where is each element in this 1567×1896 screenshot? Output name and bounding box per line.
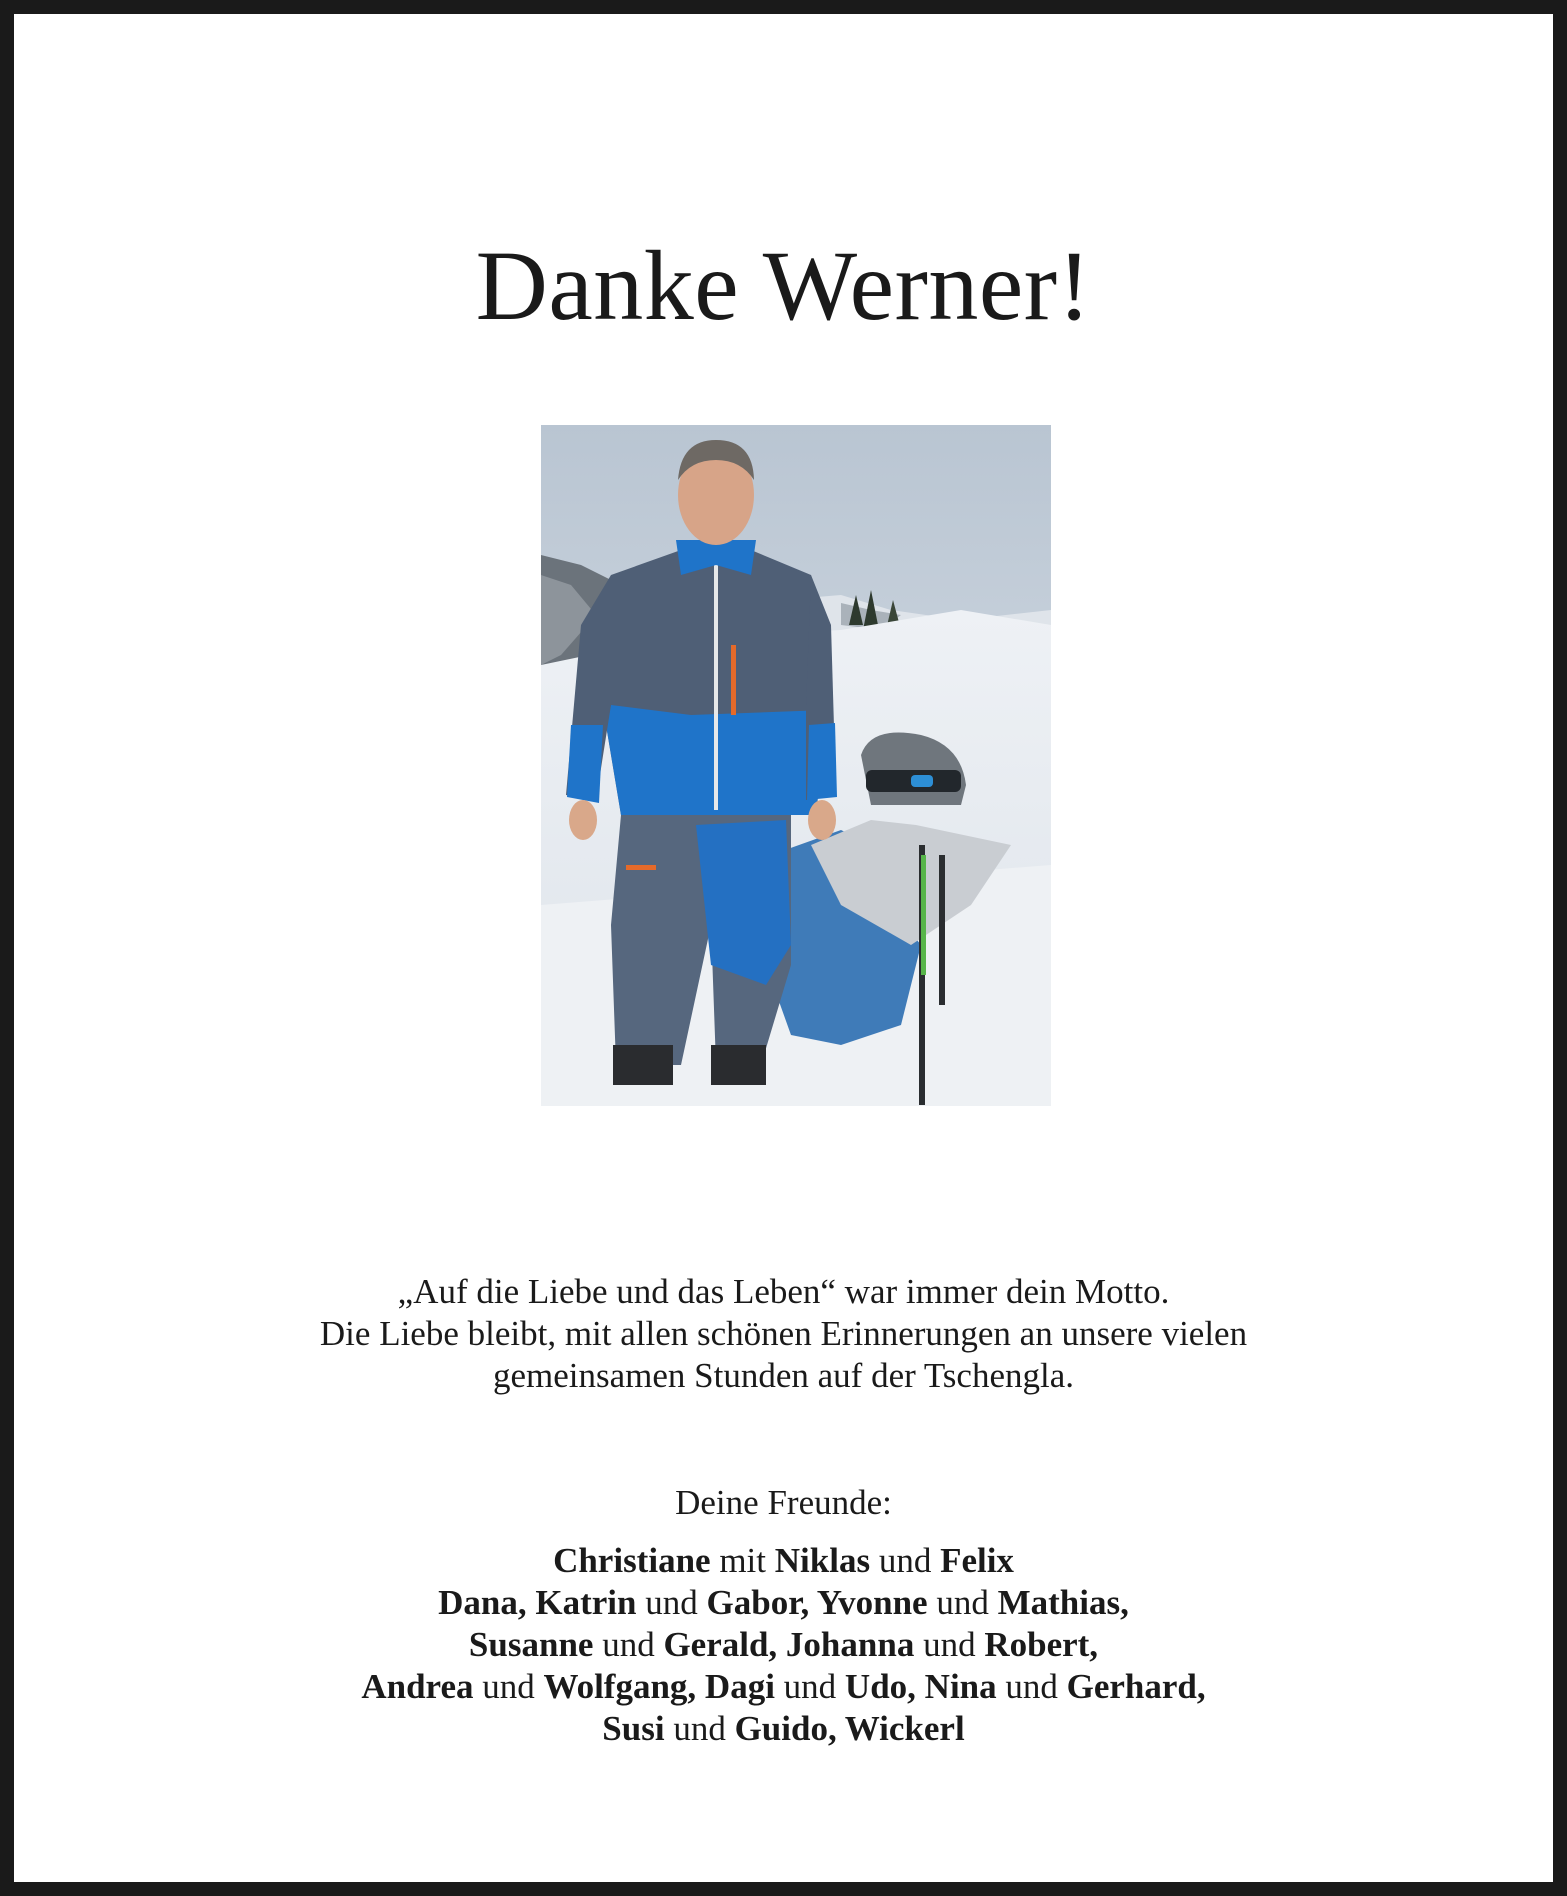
friend-name: Christiane: [553, 1541, 711, 1580]
friends-names: [14, 1540, 1553, 1750]
friend-name: Andrea: [361, 1667, 474, 1706]
connector-text: mit: [710, 1541, 775, 1580]
connector-text: und: [870, 1541, 941, 1580]
friend-name: Wolfgang, Dagi: [543, 1667, 775, 1706]
friend-name: Niklas: [774, 1541, 871, 1580]
motto-line: „Auf die Liebe und das Leben“ war immer dein Motto.: [397, 1272, 1170, 1311]
connector-text: und: [927, 1583, 998, 1622]
names-line: [14, 1540, 1553, 1582]
motto-text: [14, 1271, 1553, 1397]
names-line: [14, 1708, 1553, 1750]
connector-text: und: [593, 1625, 664, 1664]
connector-text: und: [774, 1667, 845, 1706]
friend-name: Susi: [602, 1709, 665, 1748]
skier-in-snow-image: [541, 425, 1051, 1106]
friend-name: Udo, Nina: [844, 1667, 997, 1706]
names-line: [14, 1666, 1553, 1708]
motto-line: gemeinsamen Stunden auf der Tschengla.: [492, 1356, 1075, 1395]
connector-text: und: [914, 1625, 985, 1664]
motto-line: Die Liebe bleibt, mit allen schönen Erinnerungen an unsere vielen: [319, 1314, 1248, 1353]
portrait-photo: [541, 425, 1051, 1106]
friend-name: Susanne: [468, 1625, 594, 1664]
connector-text: und: [664, 1709, 735, 1748]
friend-name: Mathias,: [997, 1583, 1129, 1622]
friends-label: Deine Freunde:: [675, 1483, 892, 1522]
names-line: [14, 1582, 1553, 1624]
friend-name: Robert,: [984, 1625, 1099, 1664]
connector-text: und: [636, 1583, 707, 1622]
friend-name: Guido, Wickerl: [734, 1709, 965, 1748]
page-title: Danke Werner!: [475, 230, 1092, 341]
friend-name: Gerhard,: [1066, 1667, 1206, 1706]
connector-text: und: [473, 1667, 544, 1706]
friend-name: Felix: [940, 1541, 1014, 1580]
friend-name: Gerald, Johanna: [663, 1625, 915, 1664]
friend-name: Dana, Katrin: [438, 1583, 637, 1622]
connector-text: und: [996, 1667, 1067, 1706]
names-line: [14, 1624, 1553, 1666]
friend-name: Gabor, Yvonne: [706, 1583, 928, 1622]
